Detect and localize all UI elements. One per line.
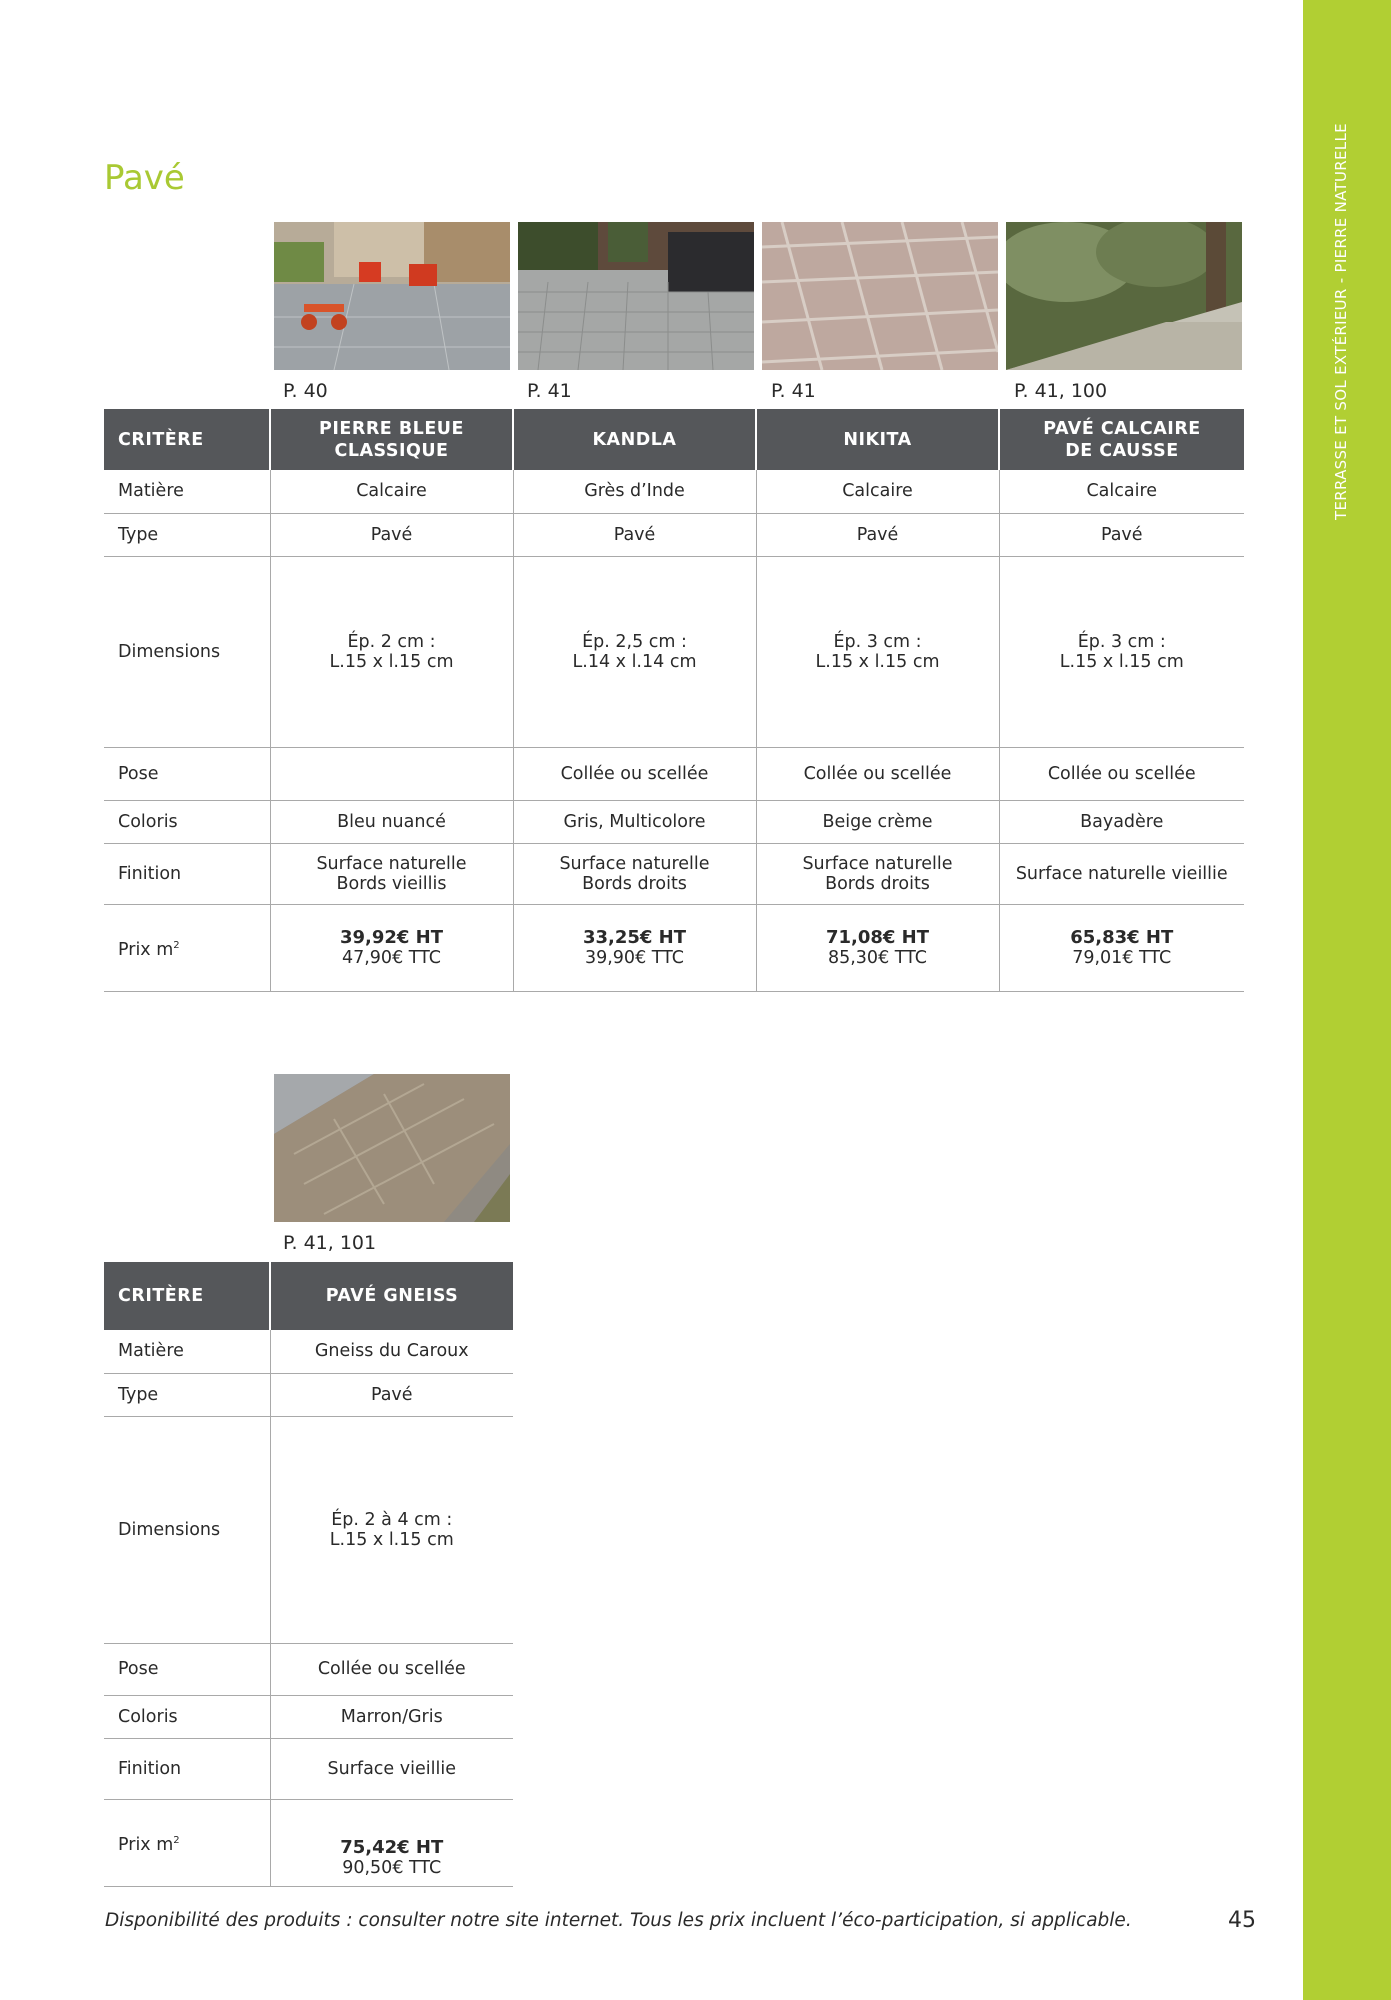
row-label: Matière <box>104 470 270 513</box>
row-label: Type <box>104 513 270 556</box>
table-row-prix <box>104 1799 513 1886</box>
page-ref-3: P. 41 <box>771 380 816 402</box>
table-cell: Bleu nuancé <box>270 800 513 843</box>
product-photo-kandla <box>518 222 754 370</box>
comparison-table-1 <box>104 409 1244 992</box>
table-cell: Surface naturelle vieillie <box>999 843 1244 904</box>
row-label: Type <box>104 1373 270 1416</box>
table-cell: Grès d’Inde <box>513 470 756 513</box>
table-row-coloris <box>104 1695 513 1738</box>
table-cell: Collée ou scellée <box>270 1643 513 1695</box>
table-cell: Pavé <box>999 513 1244 556</box>
table-cell: Ép. 2 à 4 cm : L.15 x l.15 cm <box>270 1416 513 1643</box>
product-photo-nikita <box>762 222 998 370</box>
table-row-matiere <box>104 1330 513 1373</box>
table-cell: Marron/Gris <box>270 1695 513 1738</box>
row-label: Matière <box>104 1330 270 1373</box>
table-cell: Collée ou scellée <box>756 747 999 800</box>
table-cell: Surface vieillie <box>270 1738 513 1799</box>
row-label: Pose <box>104 747 270 800</box>
table-row-pose <box>104 747 1244 800</box>
table-cell: Calcaire <box>270 470 513 513</box>
criterion-header: CRITÈRE <box>104 1262 270 1330</box>
row-label: Finition <box>104 843 270 904</box>
table-cell: Pavé <box>270 1373 513 1416</box>
table-header-row <box>104 409 1244 470</box>
table-cell: Beige crème <box>756 800 999 843</box>
table-cell: Pavé <box>270 513 513 556</box>
product-photo-pave-calcaire <box>1006 222 1242 370</box>
table-cell: Pavé <box>513 513 756 556</box>
table-cell: 39,92€ HT 47,90€ TTC <box>270 904 513 991</box>
table-cell: Surface naturelle Bords vieillis <box>270 843 513 904</box>
page-ref-1: P. 40 <box>283 380 328 402</box>
product-header-pave-calcaire: PAVÉ CALCAIRE DE CAUSSE <box>999 409 1244 470</box>
table-row-coloris <box>104 800 1244 843</box>
table-cell: 33,25€ HT 39,90€ TTC <box>513 904 756 991</box>
table-cell: 65,83€ HT 79,01€ TTC <box>999 904 1244 991</box>
table-cell: Calcaire <box>756 470 999 513</box>
table-cell: 71,08€ HT 85,30€ TTC <box>756 904 999 991</box>
table-row-dimensions <box>104 1416 513 1643</box>
product-header-pave-gneiss: PAVÉ GNEISS <box>270 1262 513 1330</box>
product-header-nikita: NIKITA <box>756 409 999 470</box>
row-label: Dimensions <box>104 556 270 747</box>
page-number: 45 <box>1228 1908 1256 1933</box>
table-row-dimensions <box>104 556 1244 747</box>
product-photo-pave-gneiss <box>274 1074 510 1222</box>
table-row-type <box>104 1373 513 1416</box>
row-label: Dimensions <box>104 1416 270 1643</box>
product-header-kandla: KANDLA <box>513 409 756 470</box>
table-cell: Collée ou scellée <box>999 747 1244 800</box>
table-cell: Gneiss du Caroux <box>270 1330 513 1373</box>
table-cell: Pavé <box>756 513 999 556</box>
table-cell: Ép. 2,5 cm : L.14 x l.14 cm <box>513 556 756 747</box>
table-cell: Ép. 3 cm : L.15 x l.15 cm <box>756 556 999 747</box>
product-header-pierre-bleue: PIERRE BLEUE CLASSIQUE <box>270 409 513 470</box>
table-cell: Collée ou scellée <box>513 747 756 800</box>
table-cell: Calcaire <box>999 470 1244 513</box>
table-cell: Bayadère <box>999 800 1244 843</box>
row-label: Coloris <box>104 1695 270 1738</box>
criterion-header: CRITÈRE <box>104 409 270 470</box>
footer-note: Disponibilité des produits : consulter notre site internet. Tous les prix incluent l’éco-participation, si applicable. <box>105 1910 1132 1931</box>
row-label: Finition <box>104 1738 270 1799</box>
table-cell: 75,42€ HT 90,50€ TTC <box>270 1799 513 1886</box>
table-header-row <box>104 1262 513 1330</box>
table-cell <box>270 747 513 800</box>
table-cell: Surface naturelle Bords droits <box>756 843 999 904</box>
page-ref-2: P. 41 <box>527 380 572 402</box>
product-photo-pierre-bleue <box>274 222 510 370</box>
table-row-matiere <box>104 470 1244 513</box>
table-row-prix <box>104 904 1244 991</box>
table-row-finition <box>104 843 1244 904</box>
row-label: Coloris <box>104 800 270 843</box>
sidebar-section-label: TERRASSE ET SOL EXTÉRIEUR - PIERRE NATURELLE <box>1332 123 1350 520</box>
table-cell: Surface naturelle Bords droits <box>513 843 756 904</box>
page-ref-4: P. 41, 100 <box>1014 380 1108 402</box>
table-cell: Ép. 2 cm : L.15 x l.15 cm <box>270 556 513 747</box>
table-row-type <box>104 513 1244 556</box>
row-label: Prix $m^2$ <box>104 1799 270 1886</box>
row-label: Pose <box>104 1643 270 1695</box>
page-title: Pavé <box>104 158 185 198</box>
table-cell: Gris, Multicolore <box>513 800 756 843</box>
page-ref-5: P. 41, 101 <box>283 1232 377 1254</box>
row-label: Prix $m^2$ <box>104 904 270 991</box>
table-cell: Ép. 3 cm : L.15 x l.15 cm <box>999 556 1244 747</box>
table-row-finition <box>104 1738 513 1799</box>
comparison-table-2 <box>104 1262 513 1887</box>
table-row-pose <box>104 1643 513 1695</box>
